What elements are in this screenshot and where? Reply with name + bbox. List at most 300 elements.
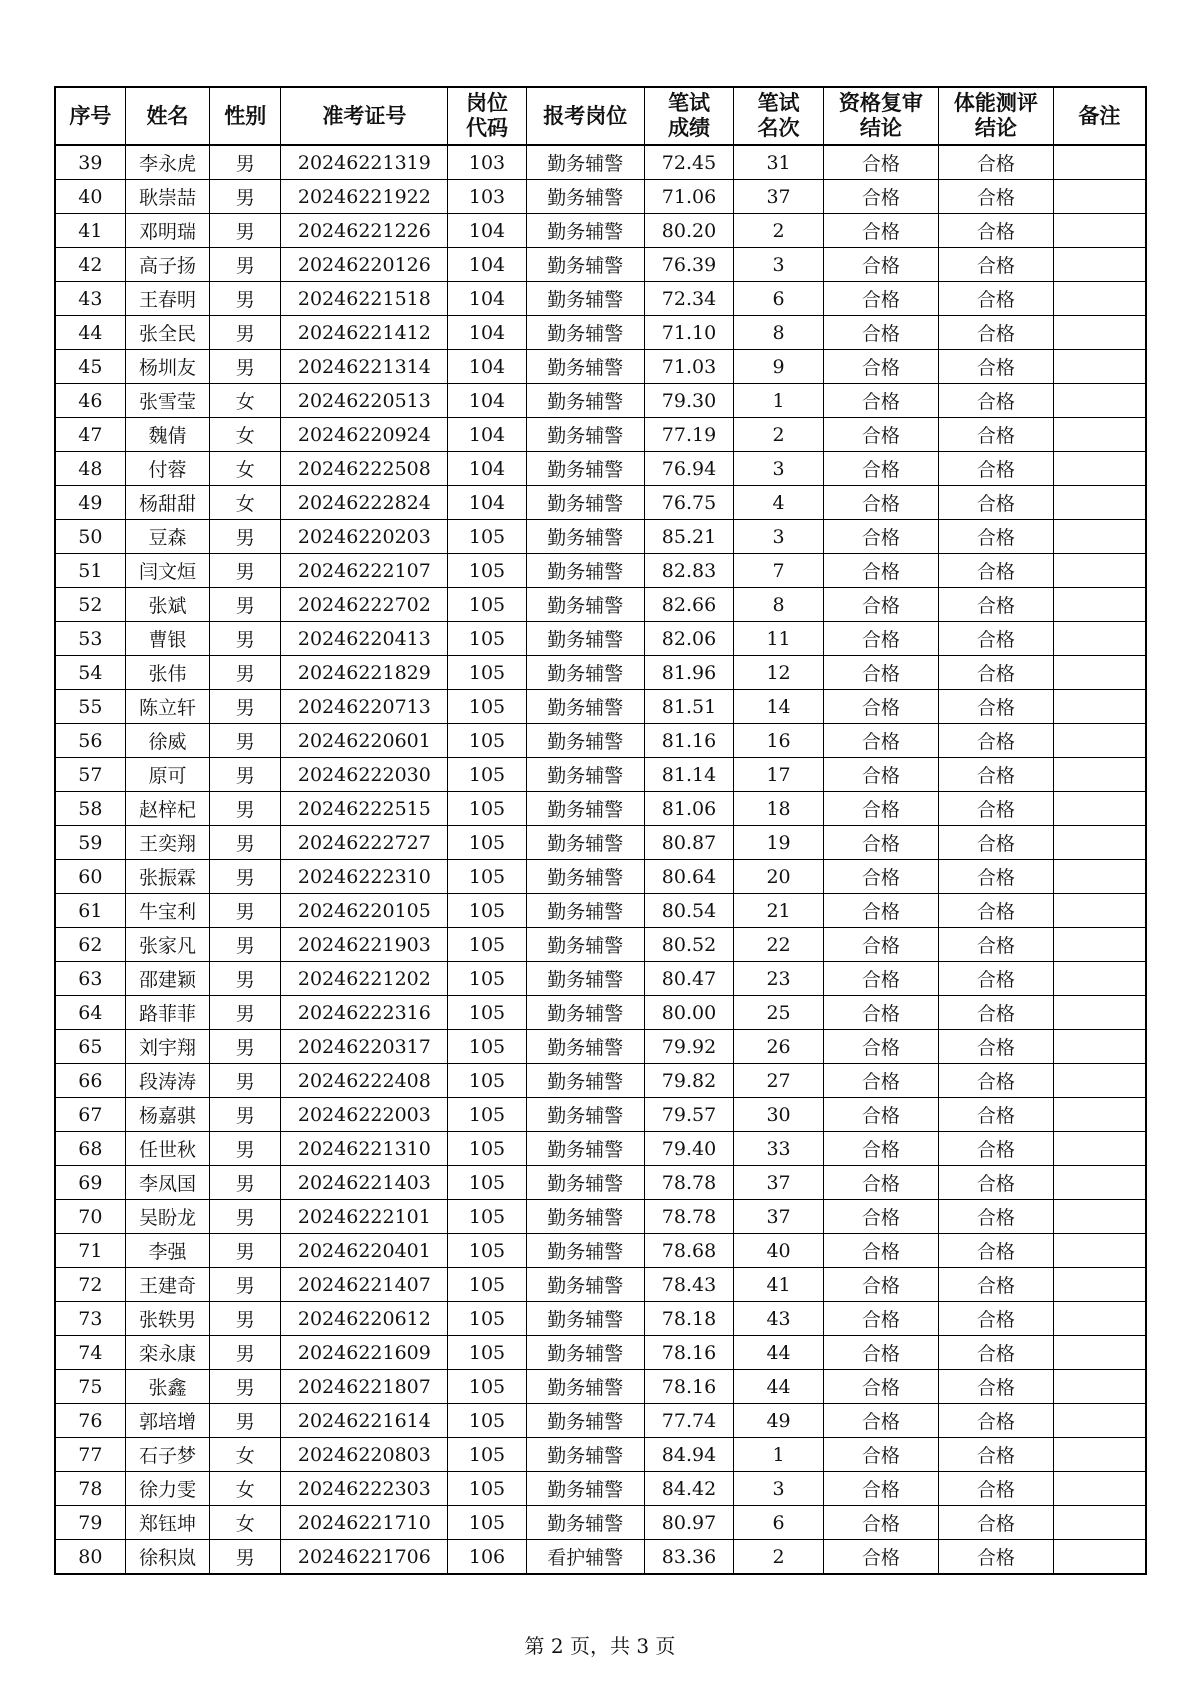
column-header: 体能测评 结论 xyxy=(938,87,1053,145)
table-cell: 曹银 xyxy=(125,622,209,656)
table-row xyxy=(55,928,1146,962)
table-row xyxy=(55,1302,1146,1336)
table-cell: 勤务辅警 xyxy=(526,452,644,486)
table-cell: 3 xyxy=(734,1472,824,1506)
table-cell xyxy=(1053,1302,1146,1336)
table-cell: 合格 xyxy=(823,860,938,894)
table-cell: 合格 xyxy=(938,1166,1053,1200)
table-cell: 合格 xyxy=(938,1234,1053,1268)
table-cell: 勤务辅警 xyxy=(526,1200,644,1234)
table-cell: 78.18 xyxy=(644,1302,734,1336)
table-cell: 合格 xyxy=(938,860,1053,894)
table-cell xyxy=(1053,690,1146,724)
table-cell xyxy=(1053,996,1146,1030)
table-cell: 105 xyxy=(448,1302,526,1336)
table-cell: 33 xyxy=(734,1132,824,1166)
table-cell: 16 xyxy=(734,724,824,758)
table-cell: 105 xyxy=(448,1030,526,1064)
table-cell: 张全民 xyxy=(125,316,209,350)
table-cell: 合格 xyxy=(938,248,1053,282)
table-cell: 20246221226 xyxy=(281,214,448,248)
table-cell xyxy=(1053,145,1146,180)
table-cell: 女 xyxy=(210,1472,281,1506)
table-cell: 男 xyxy=(210,860,281,894)
table-cell: 张轶男 xyxy=(125,1302,209,1336)
table-cell: 合格 xyxy=(938,690,1053,724)
table-cell: 77 xyxy=(55,1438,125,1472)
table-cell: 勤务辅警 xyxy=(526,860,644,894)
table-cell: 104 xyxy=(448,248,526,282)
table-cell: 20246222101 xyxy=(281,1200,448,1234)
table-cell: 石子梦 xyxy=(125,1438,209,1472)
table-cell: 20246221319 xyxy=(281,145,448,180)
table-row xyxy=(55,758,1146,792)
table-cell: 女 xyxy=(210,1438,281,1472)
table-cell: 106 xyxy=(448,1540,526,1575)
table-cell: 42 xyxy=(55,248,125,282)
table-cell: 22 xyxy=(734,928,824,962)
table-cell: 80.97 xyxy=(644,1506,734,1540)
table-cell: 合格 xyxy=(938,1302,1053,1336)
table-cell: 20246221202 xyxy=(281,962,448,996)
table-cell: 合格 xyxy=(938,792,1053,826)
table-cell: 合格 xyxy=(823,1166,938,1200)
table-cell: 合格 xyxy=(823,486,938,520)
table-cell: 勤务辅警 xyxy=(526,554,644,588)
table-cell: 勤务辅警 xyxy=(526,758,644,792)
table-cell: 8 xyxy=(734,588,824,622)
table-cell: 20246220803 xyxy=(281,1438,448,1472)
table-cell: 合格 xyxy=(938,418,1053,452)
table-cell: 71.03 xyxy=(644,350,734,384)
table-cell: 105 xyxy=(448,622,526,656)
table-cell: 合格 xyxy=(938,1370,1053,1404)
table-cell: 68 xyxy=(55,1132,125,1166)
table-cell: 赵梓杞 xyxy=(125,792,209,826)
table-cell: 勤务辅警 xyxy=(526,826,644,860)
table-cell: 18 xyxy=(734,792,824,826)
table-cell: 合格 xyxy=(938,962,1053,996)
table-cell: 20246222030 xyxy=(281,758,448,792)
table-cell: 勤务辅警 xyxy=(526,145,644,180)
table-cell: 勤务辅警 xyxy=(526,1438,644,1472)
table-cell: 44 xyxy=(734,1336,824,1370)
table-cell: 104 xyxy=(448,282,526,316)
table-cell: 勤务辅警 xyxy=(526,1472,644,1506)
table-cell: 81.51 xyxy=(644,690,734,724)
table-cell: 女 xyxy=(210,384,281,418)
table-row xyxy=(55,826,1146,860)
table-cell: 21 xyxy=(734,894,824,928)
table-row xyxy=(55,724,1146,758)
table-cell: 20246222824 xyxy=(281,486,448,520)
table-cell: 合格 xyxy=(823,282,938,316)
table-cell: 105 xyxy=(448,1064,526,1098)
table-cell: 37 xyxy=(734,1200,824,1234)
table-cell: 78 xyxy=(55,1472,125,1506)
table-cell: 勤务辅警 xyxy=(526,418,644,452)
table-cell: 20246220513 xyxy=(281,384,448,418)
table-cell: 合格 xyxy=(823,996,938,1030)
table-cell: 勤务辅警 xyxy=(526,214,644,248)
table-cell: 合格 xyxy=(938,1098,1053,1132)
table-cell: 合格 xyxy=(938,1030,1053,1064)
table-cell: 39 xyxy=(55,145,125,180)
table-cell: 男 xyxy=(210,792,281,826)
table-cell: 2 xyxy=(734,214,824,248)
table-row xyxy=(55,214,1146,248)
table-row xyxy=(55,316,1146,350)
table-cell: 男 xyxy=(210,282,281,316)
table-cell: 63 xyxy=(55,962,125,996)
table-cell: 83.36 xyxy=(644,1540,734,1575)
table-cell: 82.06 xyxy=(644,622,734,656)
table-cell: 勤务辅警 xyxy=(526,656,644,690)
table-cell: 20246220203 xyxy=(281,520,448,554)
table-cell: 76 xyxy=(55,1404,125,1438)
column-header: 序号 xyxy=(55,87,125,145)
table-cell: 合格 xyxy=(938,996,1053,1030)
table-cell: 合格 xyxy=(938,554,1053,588)
table-cell xyxy=(1053,520,1146,554)
table-cell: 张家凡 xyxy=(125,928,209,962)
table-cell: 105 xyxy=(448,1506,526,1540)
column-header: 资格复审 结论 xyxy=(823,87,938,145)
table-cell: 女 xyxy=(210,452,281,486)
table-cell: 47 xyxy=(55,418,125,452)
table-cell: 71 xyxy=(55,1234,125,1268)
table-cell: 看护辅警 xyxy=(526,1540,644,1575)
table-cell: 合格 xyxy=(823,180,938,214)
column-header: 性别 xyxy=(210,87,281,145)
table-cell: 14 xyxy=(734,690,824,724)
table-cell: 合格 xyxy=(938,1540,1053,1575)
table-cell: 104 xyxy=(448,316,526,350)
table-row xyxy=(55,690,1146,724)
table-cell: 徐力雯 xyxy=(125,1472,209,1506)
table-cell: 103 xyxy=(448,180,526,214)
table-cell: 20246222702 xyxy=(281,588,448,622)
table-cell: 合格 xyxy=(823,1438,938,1472)
column-header: 笔试 成绩 xyxy=(644,87,734,145)
table-cell: 49 xyxy=(734,1404,824,1438)
table-row xyxy=(55,622,1146,656)
table-cell: 77.19 xyxy=(644,418,734,452)
table-cell: 72.45 xyxy=(644,145,734,180)
table-cell xyxy=(1053,1234,1146,1268)
table-cell: 62 xyxy=(55,928,125,962)
table-cell: 邓明瑞 xyxy=(125,214,209,248)
table-cell: 合格 xyxy=(938,826,1053,860)
table-cell: 男 xyxy=(210,962,281,996)
table-cell: 105 xyxy=(448,1234,526,1268)
table-cell: 男 xyxy=(210,554,281,588)
table-cell: 105 xyxy=(448,758,526,792)
table-cell: 男 xyxy=(210,1234,281,1268)
table-cell xyxy=(1053,1506,1146,1540)
table-cell xyxy=(1053,1132,1146,1166)
table-cell: 20246221903 xyxy=(281,928,448,962)
table-cell xyxy=(1053,1370,1146,1404)
table-cell: 37 xyxy=(734,1166,824,1200)
table-cell: 合格 xyxy=(938,452,1053,486)
table-cell: 张斌 xyxy=(125,588,209,622)
table-cell: 20246221412 xyxy=(281,316,448,350)
table-cell: 23 xyxy=(734,962,824,996)
table-cell: 72 xyxy=(55,1268,125,1302)
table-cell: 104 xyxy=(448,350,526,384)
table-cell: 合格 xyxy=(823,1472,938,1506)
table-cell: 65 xyxy=(55,1030,125,1064)
table-cell xyxy=(1053,656,1146,690)
table-cell: 80.64 xyxy=(644,860,734,894)
table-cell: 104 xyxy=(448,384,526,418)
table-cell: 20246220317 xyxy=(281,1030,448,1064)
table-cell: 合格 xyxy=(938,1336,1053,1370)
table-cell: 49 xyxy=(55,486,125,520)
table-cell: 20246222107 xyxy=(281,554,448,588)
table-cell: 勤务辅警 xyxy=(526,928,644,962)
table-row xyxy=(55,418,1146,452)
table-cell: 79.57 xyxy=(644,1098,734,1132)
table-cell: 104 xyxy=(448,452,526,486)
table-cell: 20246220126 xyxy=(281,248,448,282)
table-cell: 合格 xyxy=(938,1404,1053,1438)
table-cell: 20246222515 xyxy=(281,792,448,826)
column-header: 笔试 名次 xyxy=(734,87,824,145)
table-cell: 37 xyxy=(734,180,824,214)
table-cell: 合格 xyxy=(823,418,938,452)
table-cell: 20246221310 xyxy=(281,1132,448,1166)
table-cell: 75 xyxy=(55,1370,125,1404)
table-cell: 20246221710 xyxy=(281,1506,448,1540)
table-cell: 勤务辅警 xyxy=(526,282,644,316)
table-cell: 合格 xyxy=(823,1030,938,1064)
table-cell: 豆森 xyxy=(125,520,209,554)
table-cell: 合格 xyxy=(823,384,938,418)
table-cell: 合格 xyxy=(823,928,938,962)
table-cell: 合格 xyxy=(938,656,1053,690)
table-cell: 男 xyxy=(210,622,281,656)
table-cell: 105 xyxy=(448,1166,526,1200)
table-cell: 男 xyxy=(210,928,281,962)
table-cell: 合格 xyxy=(938,282,1053,316)
table-cell: 20246221807 xyxy=(281,1370,448,1404)
table-cell: 女 xyxy=(210,418,281,452)
table-cell: 李凤国 xyxy=(125,1166,209,1200)
table-cell: 合格 xyxy=(938,316,1053,350)
table-row xyxy=(55,554,1146,588)
table-cell: 男 xyxy=(210,1064,281,1098)
table-cell: 勤务辅警 xyxy=(526,588,644,622)
table-row xyxy=(55,1404,1146,1438)
table-cell: 男 xyxy=(210,1268,281,1302)
table-row xyxy=(55,656,1146,690)
table-row xyxy=(55,894,1146,928)
table-cell: 合格 xyxy=(823,588,938,622)
table-cell: 男 xyxy=(210,214,281,248)
table-cell: 合格 xyxy=(823,724,938,758)
table-cell: 105 xyxy=(448,520,526,554)
table-cell: 牛宝利 xyxy=(125,894,209,928)
table-row xyxy=(55,384,1146,418)
table-cell xyxy=(1053,860,1146,894)
table-cell: 男 xyxy=(210,350,281,384)
table-cell: 79.92 xyxy=(644,1030,734,1064)
table-cell: 74 xyxy=(55,1336,125,1370)
table-cell: 3 xyxy=(734,452,824,486)
table-cell: 邵建颖 xyxy=(125,962,209,996)
table-cell: 41 xyxy=(734,1268,824,1302)
table-cell: 合格 xyxy=(938,928,1053,962)
table-cell: 72.34 xyxy=(644,282,734,316)
table-cell: 20246220924 xyxy=(281,418,448,452)
table-cell: 男 xyxy=(210,1200,281,1234)
table-cell: 男 xyxy=(210,1166,281,1200)
table-cell: 20246221706 xyxy=(281,1540,448,1575)
table-cell: 合格 xyxy=(938,1132,1053,1166)
table-cell: 77.74 xyxy=(644,1404,734,1438)
table-row xyxy=(55,1064,1146,1098)
table-cell: 66 xyxy=(55,1064,125,1098)
table-cell xyxy=(1053,384,1146,418)
table-cell: 合格 xyxy=(823,758,938,792)
table-cell: 男 xyxy=(210,724,281,758)
table-cell: 合格 xyxy=(938,384,1053,418)
table-row xyxy=(55,1506,1146,1540)
table-row xyxy=(55,486,1146,520)
table-cell: 合格 xyxy=(823,792,938,826)
table-cell: 合格 xyxy=(823,962,938,996)
table-cell: 20246222303 xyxy=(281,1472,448,1506)
table-cell: 105 xyxy=(448,1404,526,1438)
table-cell: 78.68 xyxy=(644,1234,734,1268)
table-cell: 105 xyxy=(448,1200,526,1234)
table-cell xyxy=(1053,1472,1146,1506)
table-cell: 合格 xyxy=(823,1200,938,1234)
table-cell: 71.10 xyxy=(644,316,734,350)
table-row xyxy=(55,1336,1146,1370)
table-cell: 105 xyxy=(448,996,526,1030)
table-cell xyxy=(1053,1336,1146,1370)
table-row xyxy=(55,520,1146,554)
table-row xyxy=(55,350,1146,384)
table-cell: 合格 xyxy=(823,214,938,248)
table-cell: 85.21 xyxy=(644,520,734,554)
table-cell: 王建奇 xyxy=(125,1268,209,1302)
table-cell: 合格 xyxy=(938,724,1053,758)
table-cell xyxy=(1053,452,1146,486)
table-cell: 60 xyxy=(55,860,125,894)
table-cell: 11 xyxy=(734,622,824,656)
table-cell: 合格 xyxy=(823,690,938,724)
table-cell: 105 xyxy=(448,1098,526,1132)
table-cell: 刘宇翔 xyxy=(125,1030,209,1064)
table-cell: 付蓉 xyxy=(125,452,209,486)
table-cell: 合格 xyxy=(823,1540,938,1575)
table-cell: 20246220401 xyxy=(281,1234,448,1268)
table-cell: 84.42 xyxy=(644,1472,734,1506)
page-number: 第 2 页，共 3 页 xyxy=(524,1634,676,1658)
table-cell: 合格 xyxy=(823,1370,938,1404)
table-cell: 勤务辅警 xyxy=(526,690,644,724)
table-cell: 合格 xyxy=(823,248,938,282)
table-cell: 4 xyxy=(734,486,824,520)
table-cell: 男 xyxy=(210,1030,281,1064)
table-cell: 25 xyxy=(734,996,824,1030)
table-cell: 合格 xyxy=(938,1064,1053,1098)
table-cell: 勤务辅警 xyxy=(526,1234,644,1268)
table-cell: 男 xyxy=(210,656,281,690)
table-cell: 男 xyxy=(210,1540,281,1575)
table-row xyxy=(55,1166,1146,1200)
table-cell: 郭培增 xyxy=(125,1404,209,1438)
table-cell: 1 xyxy=(734,384,824,418)
table-row xyxy=(55,1268,1146,1302)
table-cell: 69 xyxy=(55,1166,125,1200)
table-cell: 105 xyxy=(448,894,526,928)
table-cell: 勤务辅警 xyxy=(526,180,644,214)
table-cell: 3 xyxy=(734,520,824,554)
table-cell: 105 xyxy=(448,962,526,996)
table-cell xyxy=(1053,1200,1146,1234)
table-cell: 81.06 xyxy=(644,792,734,826)
table-cell: 男 xyxy=(210,690,281,724)
table-cell: 2 xyxy=(734,418,824,452)
table-cell xyxy=(1053,894,1146,928)
table-cell: 20246220612 xyxy=(281,1302,448,1336)
table-row xyxy=(55,1438,1146,1472)
table-cell: 勤务辅警 xyxy=(526,792,644,826)
table-row xyxy=(55,860,1146,894)
table-cell xyxy=(1053,1438,1146,1472)
table-cell: 栾永康 xyxy=(125,1336,209,1370)
table-cell: 80 xyxy=(55,1540,125,1575)
column-header: 姓名 xyxy=(125,87,209,145)
table-cell: 105 xyxy=(448,554,526,588)
table-cell: 53 xyxy=(55,622,125,656)
table-cell xyxy=(1053,1540,1146,1575)
table-cell: 80.20 xyxy=(644,214,734,248)
table-cell: 78.78 xyxy=(644,1166,734,1200)
table-cell: 合格 xyxy=(938,758,1053,792)
table-cell: 陈立轩 xyxy=(125,690,209,724)
table-row xyxy=(55,1200,1146,1234)
table-cell: 7 xyxy=(734,554,824,588)
column-header: 准考证号 xyxy=(281,87,448,145)
table-cell: 合格 xyxy=(823,1506,938,1540)
table-cell: 合格 xyxy=(823,1404,938,1438)
table-cell: 勤务辅警 xyxy=(526,248,644,282)
table-cell: 勤务辅警 xyxy=(526,1098,644,1132)
table-cell: 合格 xyxy=(823,452,938,486)
table-body xyxy=(55,145,1146,1574)
table-row xyxy=(55,452,1146,486)
table-cell: 105 xyxy=(448,1438,526,1472)
table-cell: 20246222408 xyxy=(281,1064,448,1098)
table-cell xyxy=(1053,214,1146,248)
table-cell: 男 xyxy=(210,1132,281,1166)
table-row xyxy=(55,180,1146,214)
table-cell: 105 xyxy=(448,1132,526,1166)
table-cell xyxy=(1053,486,1146,520)
table-cell: 合格 xyxy=(938,214,1053,248)
table-cell: 王春明 xyxy=(125,282,209,316)
table-cell: 合格 xyxy=(823,520,938,554)
table-cell: 44 xyxy=(55,316,125,350)
table-cell: 104 xyxy=(448,418,526,452)
table-cell: 78.43 xyxy=(644,1268,734,1302)
